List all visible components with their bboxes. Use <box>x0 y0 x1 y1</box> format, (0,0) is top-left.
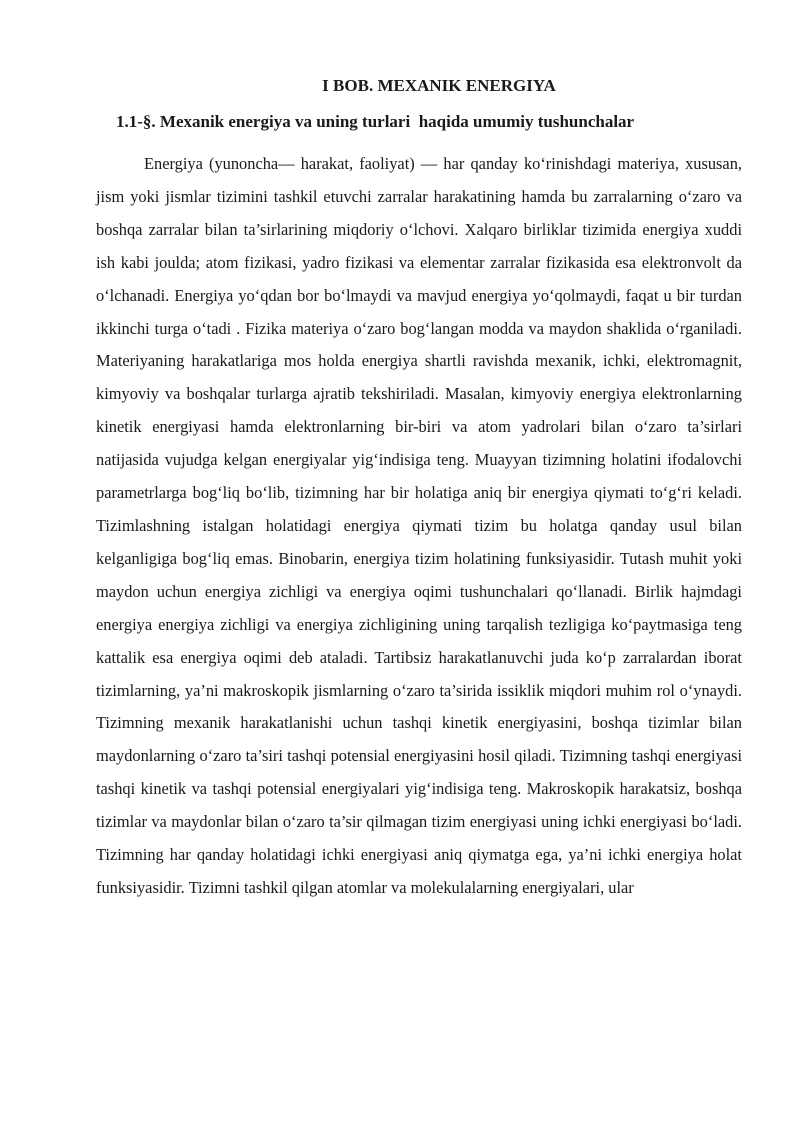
section-title: 1.1-§. Mexanik energiya va uning turlari haqida umumiy tushunchalar <box>116 112 635 131</box>
chapter-title: I BOB. MEXANIK ENERGIYA <box>322 76 556 95</box>
body-paragraph: Energiya (yunoncha— harakat, faoliyat) — har qanday ko‘rinishdagi materiya, xususan, jism yoki jismlar tizimini tashkil etuvchi zarralar harakatining hamda bu zarralarning o‘zaro va boshqa zarralar bilan ta’sirlarining miqdoriy o‘lchovi. Xalqaro birliklar tizimida energiya xuddi ish kabi joulda; atom fizikasi, yadro fizikasi va elementar zarralar fizikasida esa elektronvolt da o‘lchanadi. Energiya yo‘qdan bor bo‘lmaydi va mavjud energiya yo‘qolmaydi, faqat u bir turdan ikkinchi turga o‘tadi . Fizika materiya o‘zaro bog‘langan modda va maydon shaklida o‘rganiladi. Materiyaning harakatlariga mos holda energiya shartli ravishda mexanik, ichki, elektromagnit, kimyoviy va boshqalar turlarga ajratib tekshiriladi. Masalan, kimyoviy energiya elektronlarning kinetik energiyasi hamda elektronlarning bir-biri va atom yadrolari bilan o‘zaro ta’sirlari natijasida vujudga kelgan energiyalar yig‘indisiga teng. Muayyan tizimning holatini ifodalovchi parametrlarga bog‘liq bo‘lib, tizimning har bir holatiga aniq bir energiya qiymati to‘g‘ri keladi. Tizimlashning istalgan holatidagi energiya qiymati tizim bu holatga qanday usul bilan kelganligiga bog‘liq emas. Binobarin, energiya tizim holatining funksiyasidir. Tutash muhit yoki maydon uchun energiya zichligi va energiya oqimi tushunchalari qo‘llanadi. Birlik hajmdagi energiya energiya zichligi va energiya zichligining uning tarqalish tezligiga ko‘paytmasiga teng kattalik esa energiya oqimi deb ataladi. Tartibsiz harakatlanuvchi juda ko‘p zarralardan iborat tizimlarning, ya’ni makroskopik jismlarning o‘zaro ta’sirida issiklik miqdori muhim rol o‘ynaydi. Tizimning mexanik harakatlanishi uchun tashqi kinetik energiyasini, boshqa tizimlar bilan maydonlarning o‘zaro ta’siri tashqi potensial energiyasini hosil qiladi. Tizimning tashqi energiyasi tashqi kinetik va tashqi potensial energiyalari yig‘indisiga teng. Makroskopik harakatsiz, boshqa tizimlar va maydonlar bilan o‘zaro ta’sir qilmagan tizim energiyasi uning ichki energiyasi bo‘ladi. Tizimning har qanday holatidagi ichki energiyasi aniq qiymatga ega, ya’ni ichki energiya holat funksiyasidir. Tizimni tashkil qilgan atomlar va molekulalarning energiyalari, ular <box>96 154 742 897</box>
